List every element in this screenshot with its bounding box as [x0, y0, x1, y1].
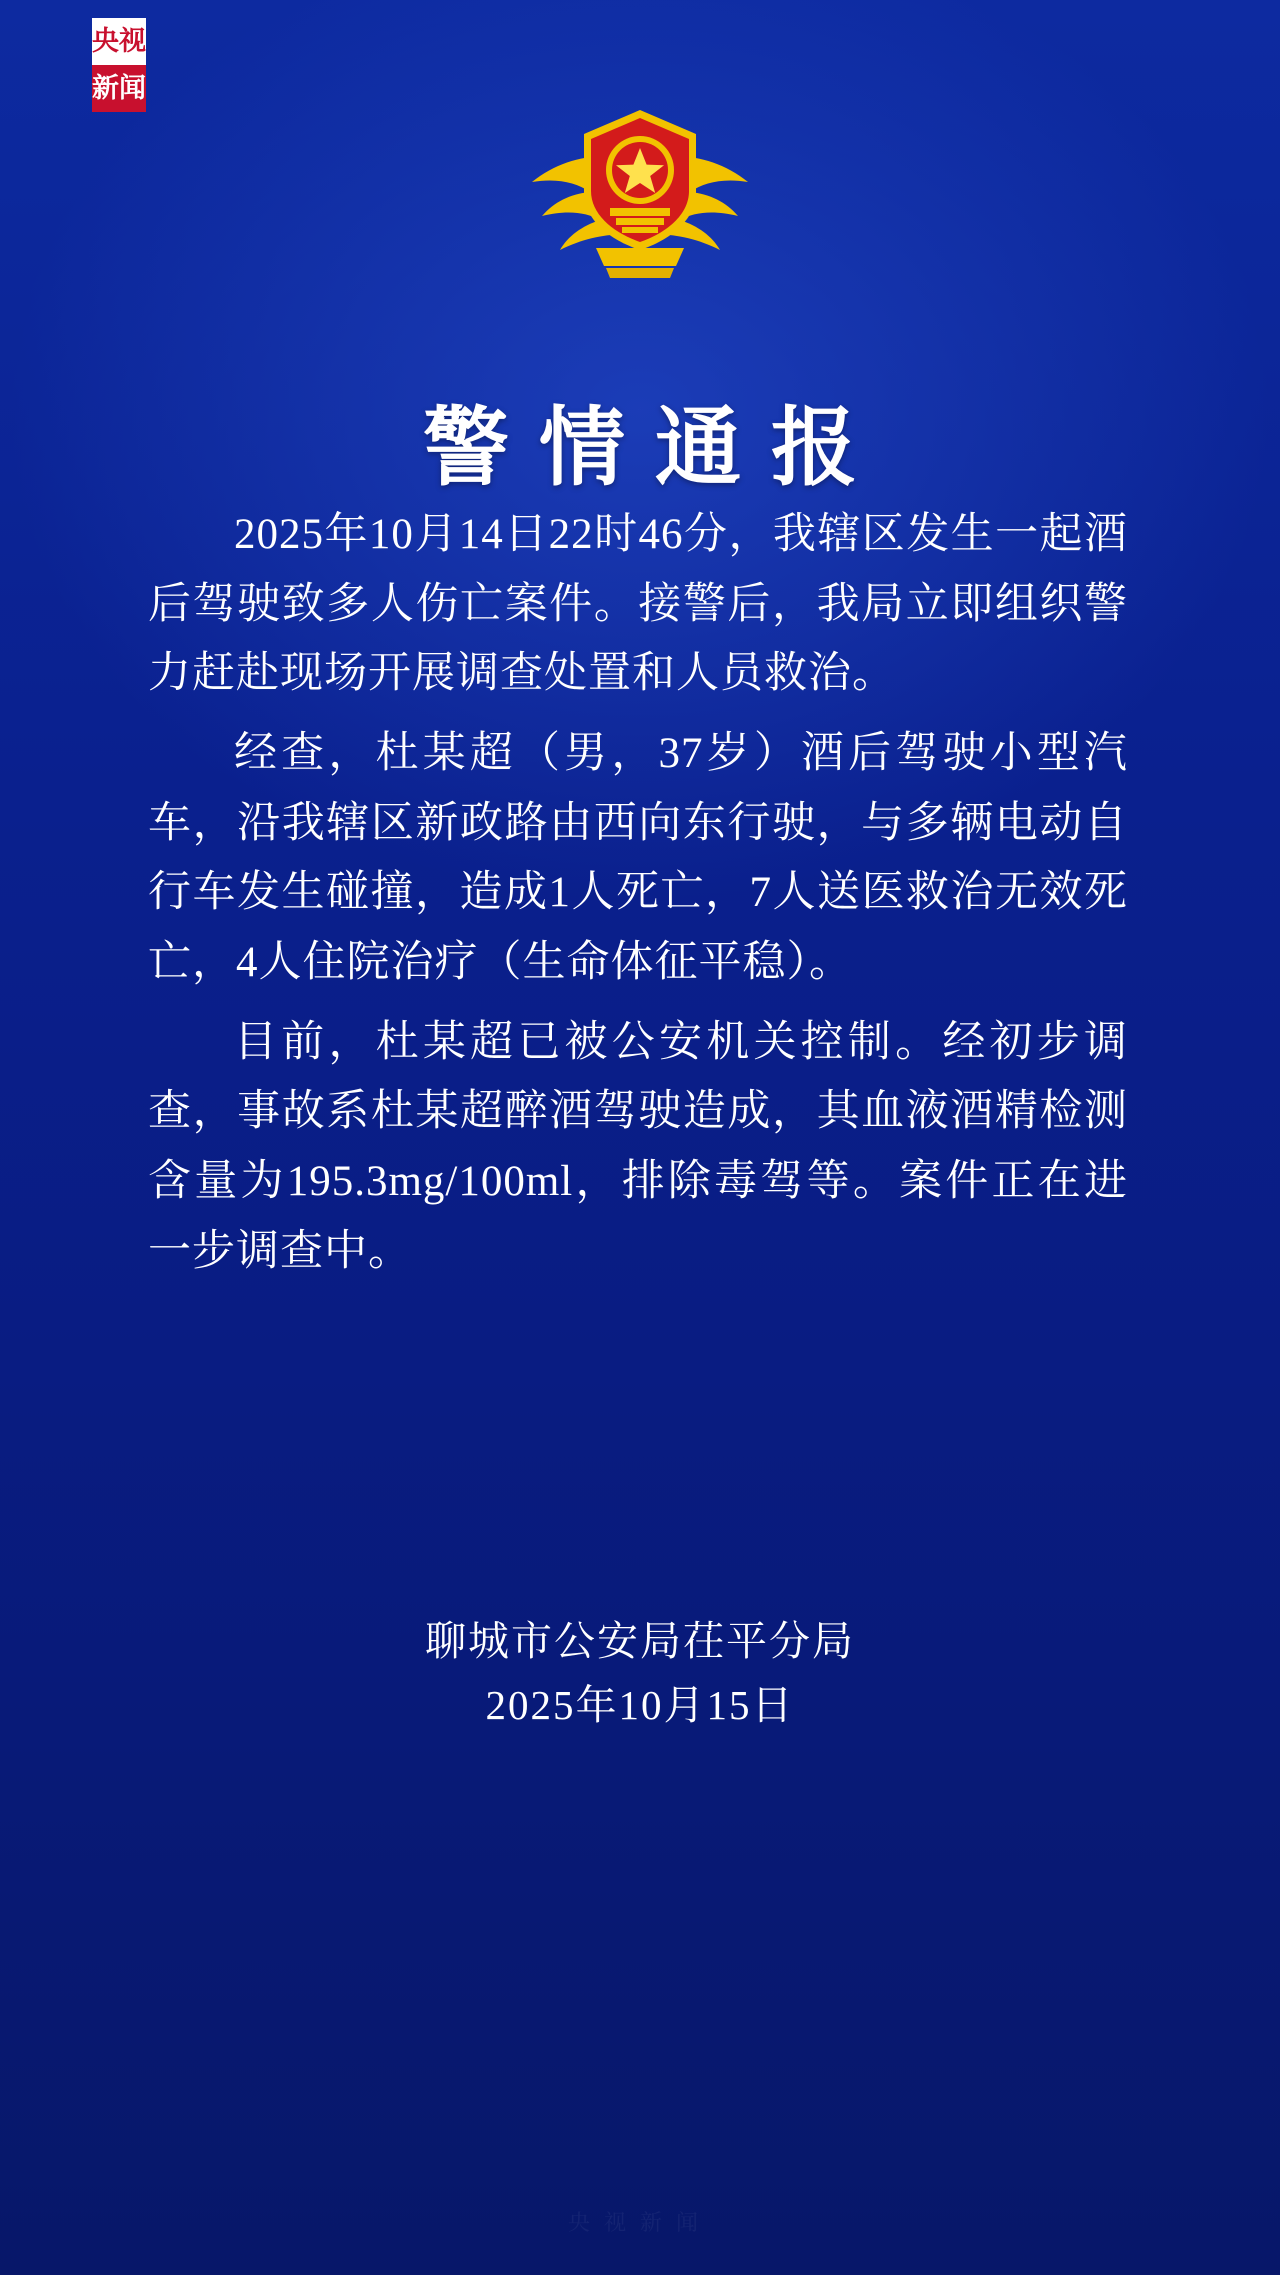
logo-text-xinwen: 新闻 — [92, 65, 146, 112]
police-badge-emblem — [0, 100, 1280, 290]
notice-body — [148, 500, 1128, 1296]
issuing-authority: 聊城市公安局茌平分局 — [425, 1618, 855, 1664]
cctv-news-logo — [92, 18, 200, 112]
logo-text-yangshi: 央视 — [92, 18, 146, 65]
issue-date: 2025年10月15日 — [485, 1681, 795, 1728]
paragraph-3: 目前，杜某超已被公安机关控制。经初步调查，事故系杜某超醉酒驾驶造成，其血液酒精检测含量为195.3mg/100ml，排除毒驾等。案件正在进一步调查中。 — [148, 1018, 1128, 1275]
paragraph-1: 2025年10月14日22时46分，我辖区发生一起酒后驾驶致多人伤亡案件。接警后，我局立即组织警力赶赴现场开展调查处置和人员救治。 — [148, 511, 1128, 698]
page-title: 警情通报 — [423, 396, 887, 498]
signature-block — [0, 1610, 1280, 1737]
logo-row-top — [92, 18, 200, 65]
watermark-text: 央视新闻 — [567, 2210, 712, 2235]
paragraph-2: 经查，杜某超（男，37岁）酒后驾驶小型汽车，沿我辖区新政路由西向东行驶，与多辆电动自行车发生碰撞，造成1人死亡，7人送医救治无效死亡，4人住院治疗（生命体征平稳）。 — [148, 729, 1128, 986]
